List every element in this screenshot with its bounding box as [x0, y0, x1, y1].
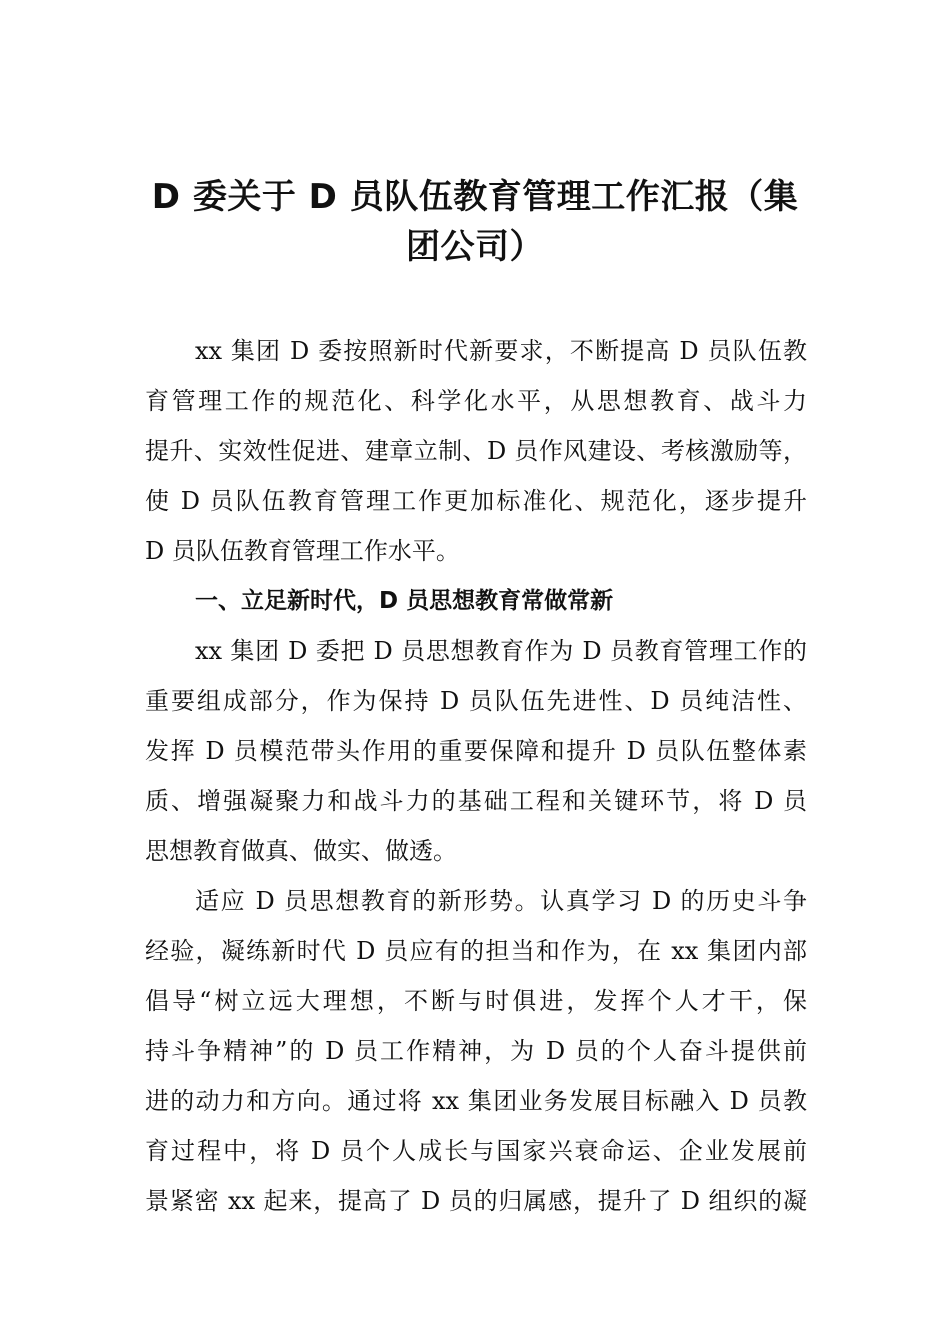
paragraph-line: 重要组成部分，作为保持 D 员队伍先进性、D 员纯洁性、 — [145, 687, 807, 715]
paragraph-line: 进的动力和方向。通过将 xx 集团业务发展目标融入 D 员教 — [145, 1087, 807, 1115]
paragraph-line: 质、增强凝聚力和战斗力的基础工程和关键环节，将 D 员 — [145, 787, 807, 815]
paragraph-line: 使 D 员队伍教育管理工作更加标准化、规范化，逐步提升 — [145, 487, 807, 515]
paragraph-line: 适应 D 员思想教育的新形势。认真学习 D 的历史斗争 — [195, 887, 807, 915]
paragraph-line: 持斗争精神”的 D 员工作精神，为 D 员的个人奋斗提供前 — [145, 1037, 807, 1065]
paragraph-line: 育过程中，将 D 员个人成长与国家兴衰命运、企业发展前 — [145, 1137, 807, 1165]
paragraph-line: D 员队伍教育管理工作水平。 — [145, 537, 460, 565]
paragraph-line: 育管理工作的规范化、科学化水平，从思想教育、战斗力 — [145, 387, 807, 415]
paragraph-line: 发挥 D 员模范带头作用的重要保障和提升 D 员队伍整体素 — [145, 737, 807, 765]
paragraph-line: 经验，凝练新时代 D 员应有的担当和作为，在 xx 集团内部 — [145, 937, 807, 965]
paragraph-line: xx 集团 D 委按照新时代新要求，不断提高 D 员队伍教 — [195, 337, 807, 365]
title-line: 团公司） — [406, 227, 544, 267]
document-body — [145, 326, 807, 1226]
paragraph-line: 思想教育做真、做实、做透。 — [145, 837, 457, 865]
paragraph-line: 景紧密 xx 起来，提高了 D 员的归属感，提升了 D 组织的凝 — [145, 1187, 807, 1215]
paragraph-line: xx 集团 D 委把 D 员思想教育作为 D 员教育管理工作的 — [195, 637, 807, 665]
document-title — [145, 170, 805, 270]
section-heading: 一、立足新时代，D 员思想教育常做常新 — [195, 588, 614, 614]
paragraph-line: 倡导“树立远大理想，不断与时俱进，发挥个人才干，保 — [145, 987, 807, 1015]
title-line: D 委关于 D 员队伍教育管理工作汇报（集 — [151, 177, 799, 217]
paragraph-line: 提升、实效性促进、建章立制、D 员作风建设、考核激励等， — [145, 437, 807, 465]
